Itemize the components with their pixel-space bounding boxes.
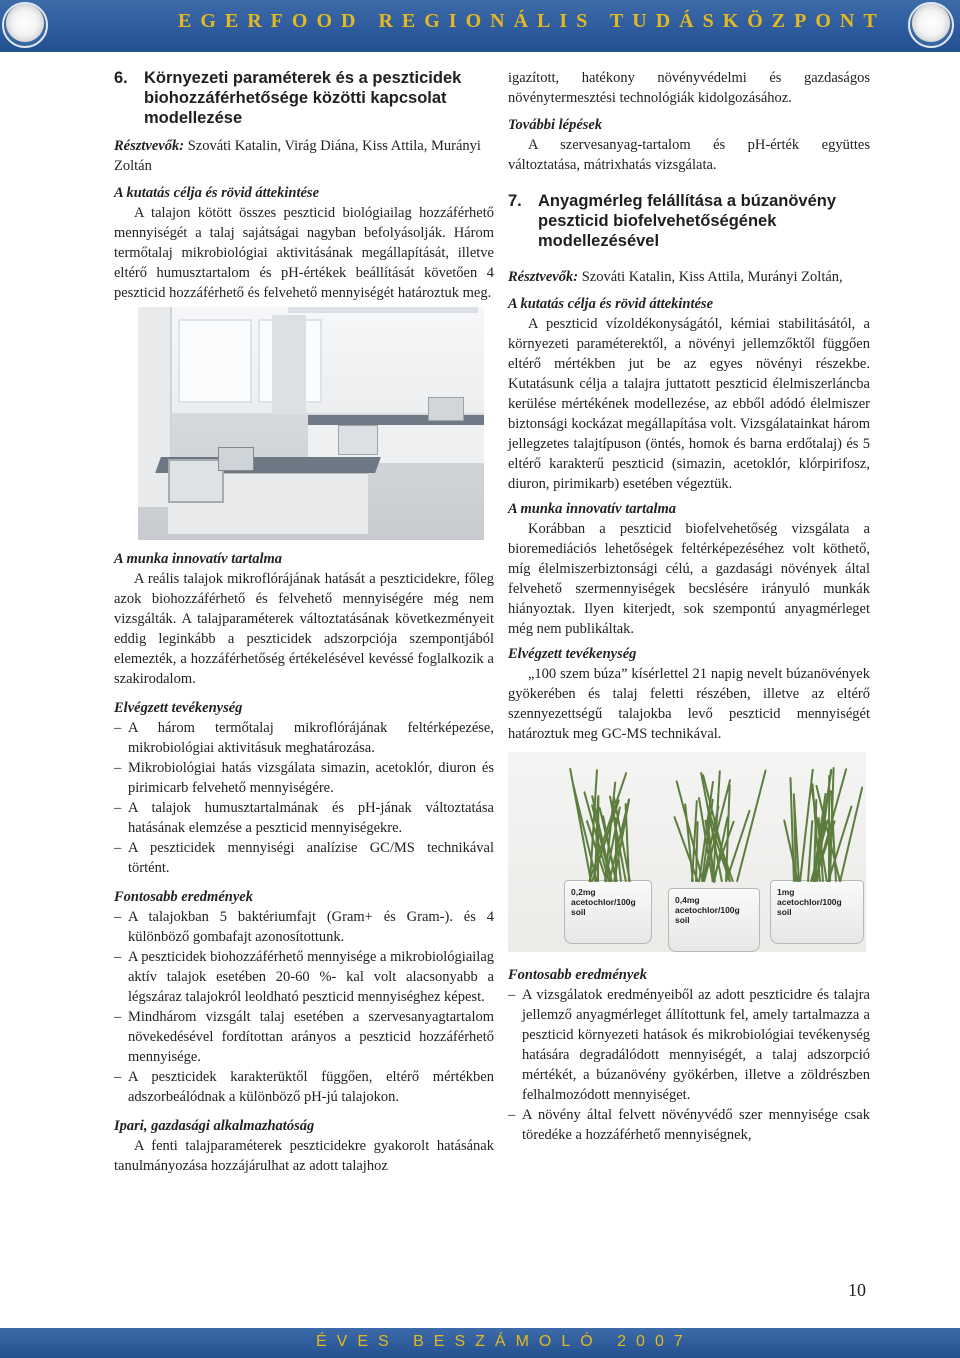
section7-participants: Résztvevők: Szováti Katalin, Kiss Attila, Murányi Zoltán, [508, 269, 843, 285]
pot-label: 0,4mg acetochlor/100g soil [668, 888, 760, 952]
list-item: – A peszticidek karakterüktől függően, eltérő mértékben adszorbeálódnak a különböző pH-jú talajokon. [114, 1067, 494, 1107]
section7-aim-heading: A kutatás célja és rövid áttekintése [508, 296, 714, 312]
section7-innov-text: Korábban a peszticid biofelvehetőség vizsgálata a bioremediációs lehetőségek feltérképezéséhez volt köthető, míg élelmiszerbiztonsági célú, a gazdasági növények által felvehető szermennyiségek becslésére irányuló munkák hiányoztak. Ilyen kiterjedt, sok szempontú anyagmérleget még nem publikáltak. [508, 521, 870, 637]
section6-aim-heading: A kutatás célja és rövid áttekintése [114, 185, 320, 201]
list-item: – A vizsgálatok eredményeiből az adott peszticidre és talajra jellemző anyagmérleget állítottunk fel, amely tartalmazza a peszticid környezeti hatások és mikrobiológiai tevékenység hatására degradálódott mennyiségét, a talaj adszorpció mértékét, a búzanövény gyökérben, illetve a zöldrészben felhalmozódott mennyiséget. [508, 985, 870, 1105]
list-item: – A talajokban 5 baktériumfajt (Gram+ és Gram-). és 4 különböző gombafajt azonosítottunk. [114, 907, 494, 947]
wheat-pots-photo [508, 752, 866, 952]
section7-results-list [508, 985, 870, 1145]
section6-title: 6. Környezeti paraméterek és a peszticidek biohozzáférhetősége közötti kapcsolat modellezése [114, 69, 462, 127]
section7-results-heading: Fontosabb eredmények [508, 967, 647, 983]
section6-aim-text: A talajon kötött összes peszticid biológiailag hozzáférhető mennyiségét a talaj sajátságai nagyban befolyásolják. Három termőtalaj mikrobiológiai aktivitásának megállapítását, illetve eltérő humusztartalom és pH-értékek beállítását követően 4 peszticid hozzáférhető és felvehető mennyiségét határoztuk meg. [114, 205, 494, 301]
page-footer [0, 1328, 960, 1358]
list-item: – A három termőtalaj mikroflórájának feltérképezése, mikrobiológiai aktivitásuk meghatározása. [114, 718, 494, 758]
left-column [114, 68, 494, 1176]
section7-aim-text: A peszticid vízoldékonyságától, kémiai stabilitásától, a környezeti paraméterektől, a növényi jellemzőktől függően eltérő mértékben jut be az egyes növényi részekbe. Kutatásunk célja a talajra juttatott peszticid élelmiszerláncba kerülése mértékének modellezése, az ebből adódó élelmiszer biztonsági kockázat megállapítása volt. Vizsgálatainkat három jellegzetes talajtípuson (öntés, homok és barna erdőtalaj) és 5 eltérő karakterű peszticid (simazin, acetoklór, klórpirifosz, diuron, pirimikarb) esetében végeztük. [508, 316, 870, 492]
section7-title: 7. Anyagmérleg felállítása a búzanövény peszticid biofelvehetőségének modellezésével [508, 192, 837, 250]
section7-done-heading: Elvégzett tevékenység [508, 646, 637, 662]
pot-label: 1mg acetochlor/100g soil [770, 880, 864, 944]
section7-innov-heading: A munka innovatív tartalma [508, 501, 676, 517]
list-item: – A peszticidek mennyiségi analízise GC/MS technikával történt. [114, 838, 494, 878]
university-seal-icon [2, 2, 48, 48]
section6-innov-text: A reális talajok mikroflórájának hatását a peszticidekre, főleg azok biohozzáférhető és felvehető mennyiségére még nem vizsgálták. A talajparaméterek változtatásának következményeit eddig leginkább a peszticidek adszorpciója szempontjából elemezték, a hozzáférhetőség értékelésével kevéssé foglalkozik a szakirodalom. [114, 571, 494, 687]
section6-industrial-text-left: A fenti talajparaméterek peszticidekre gyakorolt hatásának tanulmányozása hozzájárulhat az adott talajhoz [114, 1138, 494, 1174]
section6-innov-heading: A munka innovatív tartalma [114, 551, 282, 567]
wheat-blade [736, 770, 767, 882]
footer-title: ÉVES BESZÁMOLÓ 2007 [316, 1333, 693, 1350]
list-item: – A talajok humusztartalmának és pH-jának változtatása hatásának elemzése a peszticid mennyiségekre. [114, 798, 494, 838]
header-title: EGERFOOD REGIONÁLIS TUDÁSKÖZPONT [178, 10, 886, 32]
pot-label: 0,2mg acetochlor/100g soil [564, 880, 652, 944]
section6-industrial-heading: Ipari, gazdasági alkalmazhatóság [114, 1118, 315, 1134]
laboratory-photo [138, 307, 484, 540]
section6-results-heading: Fontosabb eredmények [114, 889, 253, 905]
section6-next-heading: További lépések [508, 117, 603, 133]
institute-seal-icon [908, 2, 954, 48]
section6-industrial-text-right: igazított, hatékony növényvédelmi és gazdaságos növénytermesztési technológiák kidolgozásához. [508, 70, 870, 106]
page-number: 10 [848, 1280, 866, 1300]
list-item: – Mindhárom vizsgált talaj esetében a szervesanyagtartalom növekedésével fordítottan arányos a peszticid hozzáférhető mennyisége. [114, 1007, 494, 1067]
list-item: – Mikrobiológiai hatás vizsgálata simazin, acetoklór, diuron és pirimicarb felvehető mennyiségére. [114, 758, 494, 798]
section6-next-text: A szervesanyag-tartalom és pH-érték együttes változtatása, mátrixhatás vizsgálata. [508, 137, 870, 173]
right-column [508, 68, 870, 1145]
section6-participants: Résztvevők: Szováti Katalin, Virág Diána, Kiss Attila, Murányi Zoltán [114, 138, 481, 174]
list-item: – A peszticidek biohozzáférhető mennyisége a mikrobiológiailag aktív talajok esetében 20-60 %- kal volt alacsonyabb a légszáraz talajokról leoldható peszticid mennyiséghez képest. [114, 947, 494, 1007]
section6-results-list [114, 907, 494, 1107]
section6-done-list [114, 718, 494, 878]
list-item: – A növény által felvett növényvédő szer mennyisége csak töredéke a hozzáférhető mennyiségnek, [508, 1105, 870, 1145]
section6-done-heading: Elvégzett tevékenység [114, 700, 243, 716]
page-header [0, 0, 960, 52]
section7-done-text: „100 szem búza” kísérlettel 21 napig nevelt búzanövények gyökerében és talaj feletti részében, illetve az eltérő szennyezettségű talajokba levő peszticid mennyiségét határoztuk meg GC-MS technikával. [508, 666, 870, 742]
